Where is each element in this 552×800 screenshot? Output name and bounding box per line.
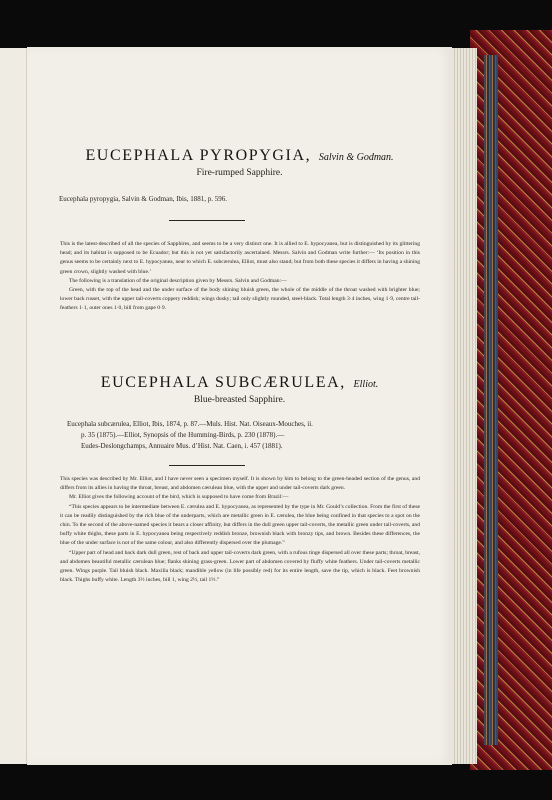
description-paragraph: “This species appears to be intermediate between E. cærulea and E. hypocyanea, as represented by the type in Mr. Gould’s collection. From the first of these it can be readily distinguished by the rich blue of the underparts, which are metallic green in E. cærulea, the blue being confined in that species to a spot on the chin. To the second of the above-named species it bears a closer affinity, but differs in the dull green upper tail-coverts, the metallic green under tail-coverts, and buffy white thighs, these parts in E. hypocyanea being respectively reddish bronze, brownish black with bronzy tips, and brown. Besides these differences, the blue of the under surface is not of the same colour, and also differently dispersed over the plumage.” [60, 503, 420, 547]
species-title [27, 147, 452, 165]
common-name: Fire-rumped Sapphire. [196, 168, 283, 178]
description-paragraph: Green, with the top of the head and the under surface of the body shining bluish green, the whole of the middle of the throat washed with brighter blue; lower back russet, with the upper tail-coverts coppery reddish; wings dusky; tail only slightly rounded, steel-black. Total length 3·4 inches, wing 1·9, centre tail-feathers 1·1, outer ones 1·0, bill from gape 0·9. [60, 287, 420, 312]
page-stack-edges [448, 48, 477, 764]
species-authority: Salvin & Godman. [318, 152, 394, 163]
description-paragraph: This species was described by Mr. Elliot, and I have never seen a specimen myself. It is shown by him to belong to the green-headed section of the genus, and differs from its allies in having the throat, breast, and abdomen cærulean blue, with the upper and under tail-coverts dark green. [60, 476, 420, 492]
description-paragraph: The following is a translation of the original description given by Messrs. Salvin and Godman:— [69, 277, 287, 284]
species-title [27, 374, 452, 392]
description-paragraph: Mr. Elliot gives the following account of the bird, which is supposed to have come from Brazil:— [69, 494, 289, 501]
description-paragraph: This is the latest-described of all the species of Sapphires, and seems to be a very distinct one. It is allied to E. hypocyanea, but is distinguished by its glittering head; and its habitat is supposed to be Ecuador; but this is not yet satisfactorily ascertained. Messrs. Salvin and Godman write further:— ‘Its position in this genus seems to be certainly next to E. hypocyanea, near to which E. subcærulea, Elliot, must also stand; but from both these species it differs in having a shining green crown, slightly washed with blue.’ [60, 241, 420, 275]
book-binding [470, 30, 552, 770]
species-entry-subcaerulea [27, 374, 452, 405]
reference-line: p. 35 (1875).—Elliot, Synopsis of the Humming-Birds, p. 230 (1878).— [81, 431, 285, 439]
book-page [27, 47, 452, 765]
species-entry-pyropygia [27, 147, 452, 178]
species-description [60, 240, 420, 314]
reference-line: Eucephala subcærulea, Elliot, Ibis, 1874, p. 87.—Muls. Hist. Nat. Oiseaux-Mouches, ii. [67, 420, 313, 428]
species-reference [67, 419, 427, 452]
marbled-endpaper [484, 55, 498, 745]
species-description [60, 475, 420, 585]
reference-line: Eudes-Deslongchamps, Annuaire Mus. d’Hist. Nat. Caen, i. 457 (1881). [81, 442, 283, 450]
left-page-edge [0, 48, 27, 764]
divider-rule [169, 220, 245, 221]
species-name: EUCEPHALA PYROPYGIA, [85, 147, 312, 164]
description-paragraph: “Upper part of head and back dark dull green, rest of back and upper tail-coverts dark green, with a rufous tinge dispersed all over these parts; throat, breast, and abdomen beautiful metallic cærulean blue; flanks shining grass-green. Lower part of abdomen covered by fluffy white feathers. Under tail-coverts metallic green. Wings purple. Tail bluish black. Maxilla black; mandible yellow (in life possibly red) for its entire length, save the tip, which is black. Feet brownish black. Thighs buffy white. Length 3½ inches, bill 1, wing 2½, tail 1½.” [60, 549, 420, 584]
species-name: EUCEPHALA SUBCÆRULEA, [100, 374, 346, 391]
species-reference: Eucephala pyropygia, Salvin & Godman, Ibis, 1881, p. 596. [59, 195, 227, 203]
divider-rule [169, 465, 245, 466]
common-name: Blue-breasted Sapphire. [193, 395, 286, 405]
species-authority: Elliot. [353, 379, 379, 390]
